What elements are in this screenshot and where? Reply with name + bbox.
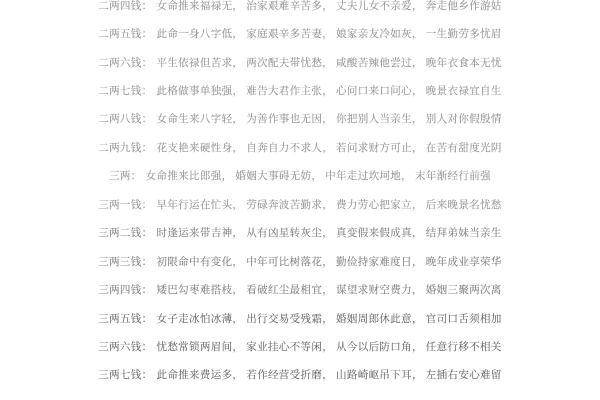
fortune-line: [0, 48, 600, 76]
verse-text: 女命推来福禄无， 治家艰难辛苦多， 丈夫儿女不亲爱， 奔走他乡作游姑: [156, 0, 502, 12]
weight-label: 二两七钱：: [98, 86, 153, 98]
verse-text: 女命生来八字轻， 为善作事也无因， 你把别人当亲生， 别人对你假殷情: [156, 114, 502, 126]
fortune-line: [0, 162, 600, 190]
fortune-line: [0, 247, 600, 275]
weight-label: 三两七钱：: [98, 370, 153, 382]
verse-text: 此格做事单独强， 难告大君作主张， 心问口来口问心， 晚景衣禄宜自生: [156, 86, 502, 98]
weight-label: 三两四钱：: [98, 285, 153, 297]
fortune-line: [0, 275, 600, 303]
weight-label: 三两二钱：: [98, 228, 153, 240]
verse-text: 矮巴勾枣难搭枝， 看破红尘最相宜， 谋望求财空费力， 婚姻三聚两次离: [156, 285, 502, 297]
weight-label: 三两：: [109, 171, 142, 183]
weight-label: 三两一钱：: [98, 199, 153, 211]
weight-label: 三两五钱：: [98, 313, 153, 325]
verse-text: 此命推来费运多， 若作经营受折磨， 山路崎岖吊下耳， 左插右安心难留: [156, 370, 502, 382]
weight-label: 三两三钱：: [98, 256, 153, 268]
verse-text: 女命推来比郎强， 婚姻大事碍无妨， 中年走过坎坷地， 末年渐经行前强: [145, 171, 491, 183]
verse-text: 此命一身八字低， 家庭艰辛多苦妻， 娘家亲友冷如灰， 一生勤劳多忧眉: [156, 29, 502, 41]
verse-text: 初限命中有变化， 中年可比树落花， 勤俭持家难度日， 晚年成业享荣华: [156, 256, 502, 268]
fortune-line: [0, 332, 600, 360]
verse-text: 忧愁常锁两眉间， 家业挂心不等闲， 从今以后防口角， 任意行移不相关: [156, 341, 502, 353]
weight-label: 二两六钱：: [98, 57, 153, 69]
fortune-line: [0, 219, 600, 247]
weight-label: 二两五钱：: [98, 29, 153, 41]
fortune-line: [0, 19, 600, 47]
fortune-line: [0, 304, 600, 332]
verse-text: 平生依禄但苦求， 两次配夫带忧愁， 咸酸苦辣他尝过， 晚年衣食本无忧: [156, 57, 502, 69]
fortune-line: [0, 133, 600, 161]
fortune-line: [0, 0, 600, 19]
fortune-line: [0, 105, 600, 133]
verse-text: 女子走冰怕冰薄， 出行交易受残霜， 婚姻周郎休此意， 官司口舌须相加: [156, 313, 502, 325]
fortune-line: [0, 76, 600, 104]
verse-text: 花支艳来硬性身， 自奔自力不求人， 若问求财方可止， 在苦有甜度光阴: [156, 142, 502, 154]
verse-text: 时逢运来带吉神， 从有凶星转灰尘， 真变假来假成真， 结拜弟妹当亲生: [156, 228, 502, 240]
weight-label: 二两九钱：: [98, 142, 153, 154]
weight-label: 三两六钱：: [98, 341, 153, 353]
fortune-line: [0, 361, 600, 389]
verse-text: 早年行运在忙头， 劳碌奔波苦勤求， 费力劳心把家立， 后来晚景名忧愁: [156, 199, 502, 211]
weight-label: 二两四钱：: [98, 0, 153, 12]
fortune-line: [0, 190, 600, 218]
weight-label: 二两八钱：: [98, 114, 153, 126]
